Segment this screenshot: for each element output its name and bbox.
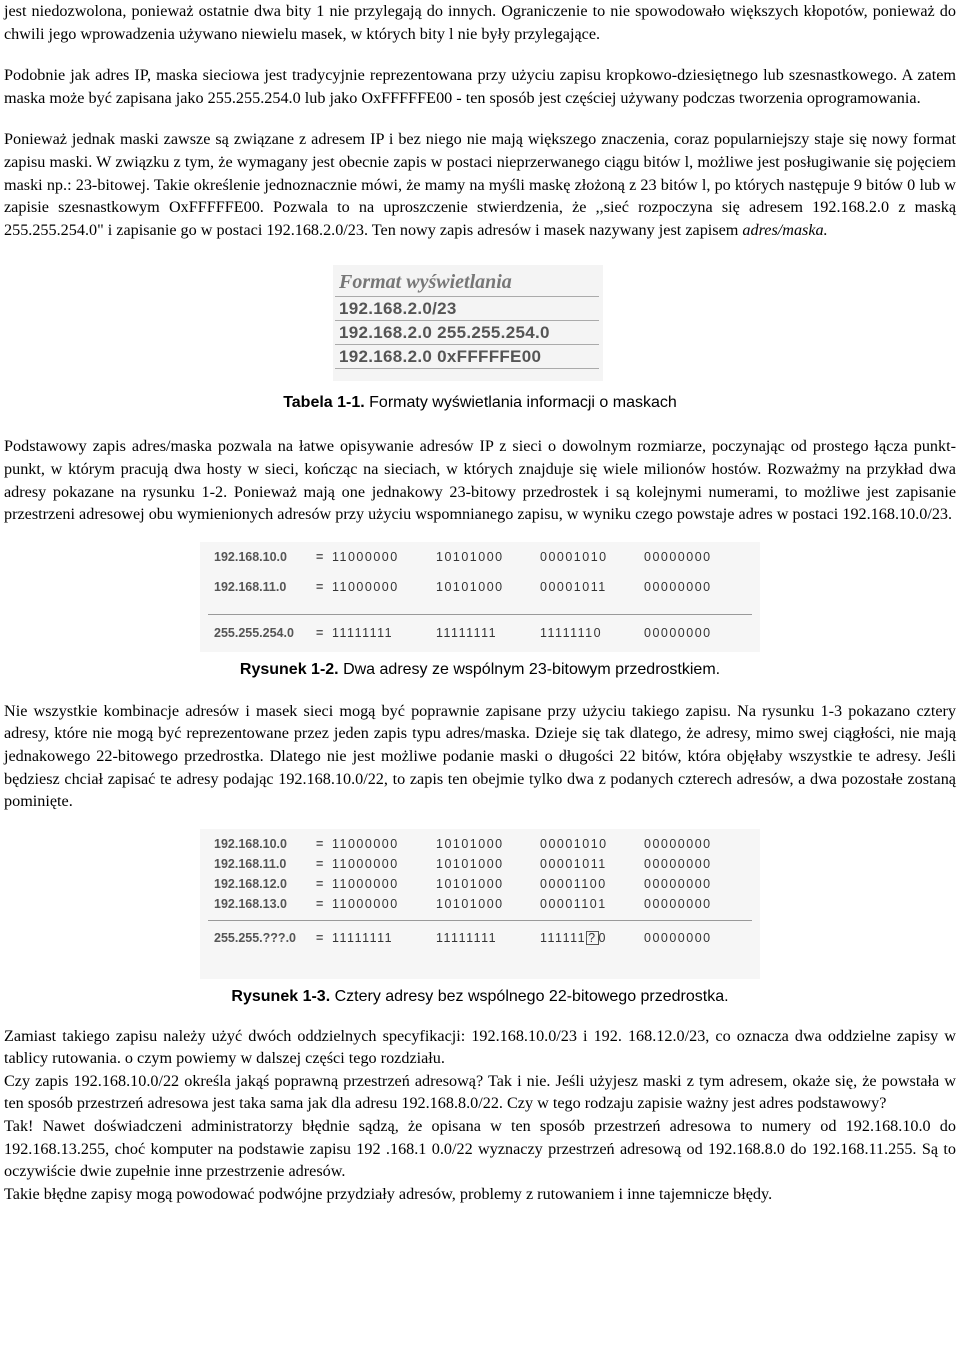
table-row: 192.168.2.0 0xFFFFFE00 [339, 347, 542, 367]
equals-sign: = [316, 625, 324, 640]
binary-row [214, 931, 748, 945]
equals-sign: = [316, 896, 324, 911]
address-label: 255.255.???.0 [214, 930, 296, 945]
table-divider [335, 368, 599, 369]
binary-octet: 11000000 [332, 836, 399, 851]
table-row: 192.168.2.0/23 [339, 299, 457, 319]
binary-row [214, 837, 748, 851]
paragraph-text: Ponieważ jednak maski zawsze są związane z adresem IP i bez niego nie mają większego znaczenia, coraz popularniejszy staje się nowy format zapisu maski. W związku z tym, że wymagany jest obecnie zapis w postaci nieprzerwanego ciągu bitów l, możliwe jest posługiwanie się pojęciem maski np.: 23-bitowej. Takie określenie jednoznacznie mówi, że mamy na myśli maskę złożoną z 23 bitów l, po których następuje 9 bitów 0 lub w zapisie szesnastkowym OxFFFFFE00. Pozwala to na uproszczenie stwierdzenia, że ,,sieć rozpoczyna się adresem 192.168.2.0 z maską 255.255.254.0" i zapisanie go w postaci 192.168.2.0/23. Ten nowy zapis adresów i masek nazywany jest zapisem [4, 130, 956, 239]
binary-octet: 11000000 [332, 896, 399, 911]
caption-label: Rysunek 1-3. [231, 987, 331, 1005]
binary-octet: 11111110 [540, 625, 603, 640]
binary-octet: 00001011 [540, 856, 607, 871]
equals-sign: = [316, 930, 324, 945]
paragraph: Zamiast takiego zapisu należy użyć dwóch oddzielnych specyfikacji: 192.168.10.0/23 i 192. 168.12.0/23, co oznacza dwa oddzielne zapisy w tablicy rutowania. o czym powiemy w dalszej części tego rozdziału. [4, 1026, 956, 1068]
binary-octet: 11000000 [332, 876, 399, 891]
binary-row [214, 550, 748, 564]
binary-octet: 00001100 [540, 876, 607, 891]
figure-1-3 [200, 829, 760, 979]
binary-octet: 10101000 [436, 579, 504, 594]
binary-octet: 10101000 [436, 876, 504, 891]
caption-label: Rysunek 1-2. [239, 660, 339, 678]
caption-label: Tabela 1-1. [283, 394, 365, 412]
binary-row [214, 877, 748, 891]
caption-text: Dwa adresy ze wspólnym 23-bitowym przedrostkiem. [338, 660, 721, 678]
address-label: 192.168.12.0 [214, 876, 287, 891]
figure-1-2 [200, 542, 760, 652]
binary-octet: 10101000 [436, 896, 504, 911]
equals-sign: = [316, 579, 324, 594]
binary-octet: 11111111 [332, 625, 394, 640]
binary-octet: 10101000 [436, 549, 504, 564]
paragraph: Podobnie jak adres IP, maska sieciowa jest tradycyjnie reprezentowana przy użyciu zapisu kropkowo-dziesiętnego lub szesnastkowego. A zatem maska może być zapisana jako 255.255.254.0 lub jako OxFFFFFE00 - ten sposób jest częściej używany podczas tworzenia oprogramowania. [4, 66, 956, 107]
paragraph: Takie błędne zapisy mogą powodować podwójne przydziały adresów, problemy z rutowaniem i inne tajemnicze błędy. [4, 1184, 773, 1203]
caption-text: Formaty wyświetlania informacji o maskach [364, 394, 677, 412]
binary-octet: 10101000 [436, 836, 504, 851]
binary-octet: 00001010 [540, 549, 608, 564]
equals-sign: = [316, 836, 324, 851]
table-divider [335, 320, 599, 321]
document-page [4, 0, 956, 1205]
binary-octet: 11000000 [332, 579, 399, 594]
binary-octet: 00001101 [540, 896, 607, 911]
binary-octet: 00000000 [644, 856, 712, 871]
binary-octet: 11000000 [332, 549, 399, 564]
binary-row [214, 857, 748, 871]
uncertain-bit-box: ? [588, 930, 597, 945]
paragraph: Podstawowy zapis adres/maska pozwala na łatwe opisywanie adresów IP z sieci o dowolnym rozmiarze, poczynając od prostego łącza punkt-punkt, w którym pracują dwa hosty w sieci, kończąc na sieciach, w których znajduje się wiele milionów hostów. Rozważmy na przykład dwa adresy pokazane na rysunku 1-2. Ponieważ mają one jednakowy 23-bitowy przedrostek i są kolejnymi numerami, to możliwe jest zapisanie przestrzeni adresowej obu wymienionych adresów przy użyciu wspomnianego zapisu, w wyniku czego powstaje adres w postaci 192.168.10.0/23. [4, 437, 956, 524]
address-label: 192.168.11.0 [214, 579, 287, 594]
binary-row [214, 626, 748, 640]
address-label: 192.168.13.0 [214, 896, 287, 911]
binary-octet: 00000000 [644, 625, 712, 640]
paragraph [4, 128, 956, 241]
binary-octet: 00000000 [644, 896, 712, 911]
binary-octet: 00000000 [644, 930, 712, 945]
binary-octet: 00000000 [644, 549, 712, 564]
binary-octet: 10101000 [436, 856, 504, 871]
figure-caption [4, 987, 956, 1007]
italic-term: adres/maska. [742, 220, 828, 239]
binary-octet: 00001011 [540, 579, 607, 594]
equals-sign: = [316, 856, 324, 871]
binary-octet: 11000000 [332, 856, 399, 871]
binary-octet: 11111111 [436, 625, 498, 640]
binary-octet: 00000000 [644, 579, 712, 594]
figure-rule [208, 614, 752, 615]
address-label: 192.168.10.0 [214, 836, 287, 851]
caption-text: Cztery adresy bez wspólnego 22-bitowego przedrostka. [330, 987, 729, 1005]
figure-rule [208, 920, 752, 921]
paragraph: jest niedozwolona, ponieważ ostatnie dwa bity 1 nie przylegają do innych. Ograniczenie to nie spowodowało większych kłopotów, ponieważ do chwili jego wprowadzenia używano niewielu masek, w których bity l nie były przylegające. [4, 2, 956, 43]
binary-row [214, 897, 748, 911]
binary-octet: 00001010 [540, 836, 608, 851]
table-divider [335, 344, 599, 345]
binary-octet: 00000000 [644, 876, 712, 891]
paragraph: Nie wszystkie kombinacje adresów i masek sieci mogą być poprawnie zapisane przy użyciu takiego zapisu. Na rysunku 1-3 pokazano cztery adresy, które nie mogą być reprezentowane przez jeden zapis typu adres/maska. Dzieje się tak dlatego, że adresy, mimo swej ciągłości, nie mają jednakowego 22-bitowego przedrostka. Dlatego nie jest możliwe podanie maski o długości 22 bitów, która objęłaby wszystkie te adresy. Jeśli będziesz chciał zapisać te adresy podając 192.168.10.0/22, to zapis ten obejmie tylko dwa z podanych czterech adresów, a dwa pozostałe zostaną pominięte. [4, 701, 956, 811]
paragraph: Tak! Nawet doświadczeni administratorzy błędnie sądzą, że opisana w ten sposób przestrzeń adresowa to numery od 192.168.10.0 do 192.168.13.255, choć komputer na podstawie zapisu 192 .168.1 0.0/22 wyznaczy przestrzeń adresową od 192.168.8.0 do 192.168.11.255. Są to oczywiście dwie zupełnie inne przestrzenie adresów. [4, 1117, 956, 1181]
table-caption [4, 393, 956, 413]
binary-row [214, 580, 748, 594]
address-label: 255.255.254.0 [214, 625, 294, 640]
figure-caption [4, 660, 956, 680]
table-divider [335, 296, 599, 297]
address-label: 192.168.11.0 [214, 856, 287, 871]
address-label: 192.168.10.0 [214, 549, 287, 564]
binary-octet: 11111111 [332, 930, 394, 945]
table-heading: Format wyświetlania [339, 271, 512, 294]
format-table-figure [333, 265, 603, 381]
table-row: 192.168.2.0 255.255.254.0 [339, 323, 550, 343]
paragraph: Czy zapis 192.168.10.0/22 określa jakąś poprawną przestrzeń adresową? Tak i nie. Jeśli użyjesz maski z tym adresem, okaże się, że powstała w ten sposób przestrzeń adresowa jest taka sama jak dla adresu 192.168.8.0/22. Czy w tego rodzaju zapisie ważny jest adres podstawowy? [4, 1071, 956, 1113]
binary-octet: 111111 ? 0 [540, 930, 607, 945]
equals-sign: = [316, 876, 324, 891]
binary-octet: 11111111 [436, 930, 498, 945]
equals-sign: = [316, 549, 324, 564]
binary-octet: 00000000 [644, 836, 712, 851]
